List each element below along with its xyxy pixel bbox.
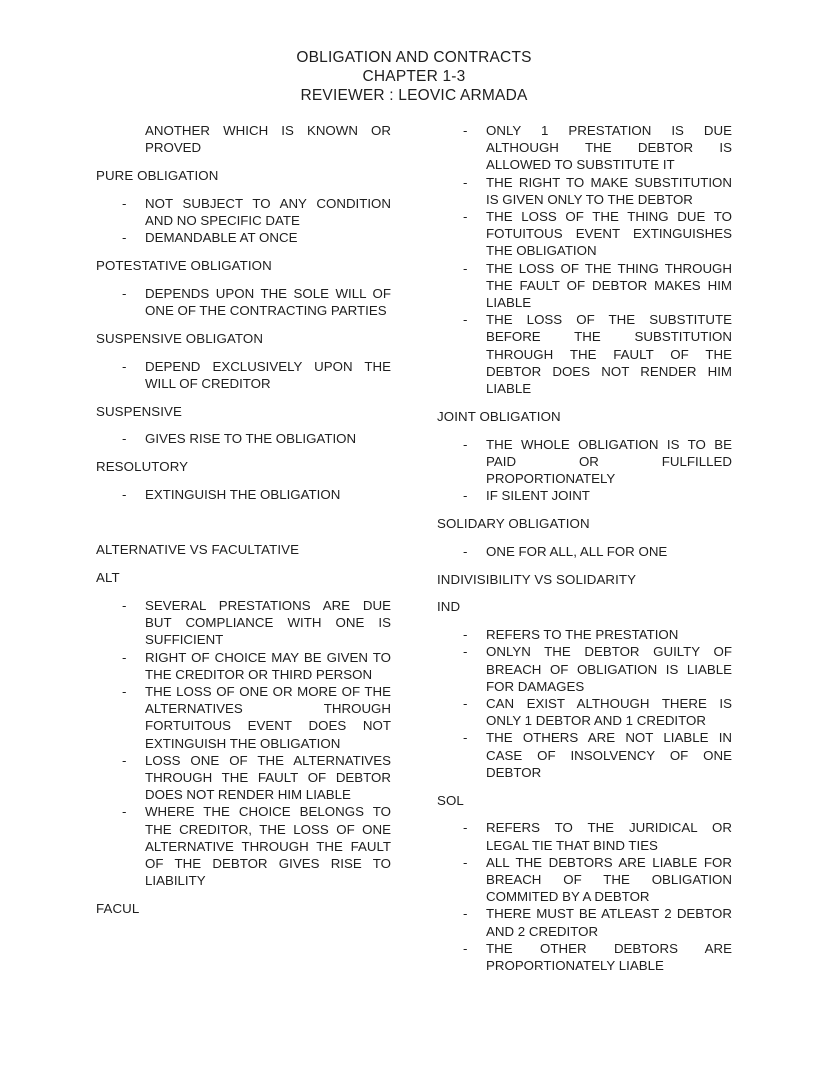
section-heading: POTESTATIVE OBLIGATION (96, 258, 272, 273)
section-heading: FACUL (96, 901, 140, 917)
bullet-list (96, 486, 391, 503)
bullet-text: ONE FOR ALL, ALL FOR ONE (486, 543, 668, 559)
bullet-text: SEVERAL PRESTATIONS ARE DUE BUT COMPLIANCE WITH ONE IS SUFFICIENT (145, 597, 391, 648)
bullet-item (96, 752, 391, 804)
section-heading: SOLIDARY OBLIGATION (437, 516, 590, 532)
bullet-dash-icon: - (463, 436, 468, 452)
bullet-text: IF SILENT JOINT (486, 488, 590, 504)
bullet-list (437, 626, 732, 781)
section-heading: JOINT OBLIGATION (437, 408, 561, 424)
bullet-dash-icon: - (122, 486, 127, 502)
bullet-item (437, 260, 732, 312)
bullet-dash-icon: - (463, 123, 468, 138)
bullet-text: THE LOSS OF THE SUBSTITUTE BEFORE THE SUBSTITUTION THROUGH THE FAULT OF THE DEBTOR DOES NOT RENDER HIM LIABLE (486, 312, 732, 397)
bullet-text: THE WHOLE OBLIGATION IS TO BE PAID OR FULFILLED PROPORTIONATELY (486, 436, 732, 487)
bullet-text: CAN EXIST ALTHOUGH THERE IS ONLY 1 DEBTOR AND 1 CREDITOR (486, 696, 732, 729)
bullet-item (437, 854, 732, 906)
document-title: OBLIGATION AND CONTRACTS (296, 49, 532, 66)
bullet-dash-icon: - (463, 260, 468, 276)
bullet-text: WHERE THE CHOICE BELONGS TO THE CREDITOR, THE LOSS OF ONE ALTERNATIVE THROUGH THE FAULT OF THE DEBTOR GIVES RISE TO LIABILITY (145, 804, 391, 889)
bullet-text: THE LOSS OF THE THING DUE TO FOTUITOUS EVENT EXTINGUISHES THE OBLIGATION (486, 209, 732, 259)
bullet-dash-icon: - (463, 209, 468, 225)
document-chapter: CHAPTER 1-3 (362, 68, 466, 85)
bullet-item (437, 543, 732, 560)
bullet-text: ONLYN THE DEBTOR GUILTY OF BREACH OF OBLIGATION IS LIABLE FOR DAMAGES (486, 644, 732, 694)
bullet-dash-icon: - (463, 940, 468, 956)
bullet-text: EXTINGUISH THE OBLIGATION (145, 486, 341, 502)
bullet-list (437, 543, 732, 560)
right-column (437, 122, 732, 985)
section-heading: SOL (437, 792, 464, 808)
bullet-item (96, 229, 391, 246)
bullet-text: GIVES RISE TO THE OBLIGATION (145, 431, 357, 447)
bullet-item (96, 358, 391, 392)
bullet-text: THE OTHER DEBTORS ARE PROPORTIONATELY LIABLE (486, 940, 732, 974)
bullet-dash-icon: - (122, 230, 127, 246)
bullet-text: DEPENDS UPON THE SOLE WILL OF ONE OF THE CONTRACTING PARTIES (145, 285, 391, 318)
bullet-item (437, 208, 732, 260)
bullet-item (437, 905, 732, 939)
bullet-dash-icon: - (463, 696, 468, 712)
bullet-dash-icon: - (463, 312, 468, 328)
bullet-item (96, 683, 391, 752)
bullet-dash-icon: - (463, 644, 468, 660)
bullet-text: THE LOSS OF THE THING THROUGH THE FAULT OF DEBTOR MAKES HIM LIABLE (486, 260, 732, 311)
bullet-dash-icon: - (463, 543, 468, 559)
bullet-item (96, 803, 391, 889)
continuation-paragraph: ANOTHER WHICH IS KNOWN OR PROVED (145, 123, 391, 156)
bullet-list (96, 597, 391, 889)
bullet-item (437, 174, 732, 208)
section-heading: PURE OBLIGATION (96, 168, 219, 183)
section-heading: IND (437, 599, 461, 615)
bullet-item (437, 729, 732, 781)
bullet-text: LOSS ONE OF THE ALTERNATIVES THROUGH THE FAULT OF DEBTOR DOES NOT RENDER HIM LIABLE (145, 752, 391, 803)
bullet-item (96, 486, 391, 503)
section-heading: INDIVISIBILITY VS SOLIDARITY (437, 571, 637, 587)
left-column (96, 122, 391, 985)
section-heading: ALTERNATIVE VS FACULTATIVE (96, 542, 300, 558)
bullet-dash-icon: - (122, 683, 127, 699)
section-heading: ALT (96, 570, 120, 586)
bullet-item (437, 819, 732, 853)
bullet-list (96, 358, 391, 392)
bullet-item (96, 430, 391, 447)
bullet-text: THERE MUST BE ATLEAST 2 DEBTOR AND 2 CREDITOR (486, 906, 732, 939)
bullet-dash-icon: - (463, 906, 468, 922)
bullet-list (437, 122, 732, 397)
bullet-dash-icon: - (122, 195, 127, 211)
bullet-dash-icon: - (122, 285, 127, 301)
bullet-text: RIGHT OF CHOICE MAY BE GIVEN TO THE CREDITOR OR THIRD PERSON (145, 649, 391, 682)
bullet-text: REFERS TO THE JURIDICAL OR LEGAL TIE THAT BIND TIES (486, 820, 732, 853)
bullet-text: THE LOSS OF ONE OR MORE OF THE ALTERNATIVES THROUGH FORTUITOUS EVENT DOES NOT EXTINGUISH THE OBLIGATION (145, 683, 391, 751)
bullet-list (96, 195, 391, 247)
bullet-list (437, 436, 732, 505)
bullet-item (96, 285, 391, 319)
blank-line (96, 514, 391, 531)
bullet-text: REFERS TO THE PRESTATION (486, 627, 679, 643)
section-heading: SUSPENSIVE (96, 403, 182, 419)
two-column-body (0, 122, 828, 985)
bullet-item (437, 940, 732, 974)
bullet-dash-icon: - (122, 431, 127, 447)
document-header (0, 0, 828, 105)
bullet-dash-icon: - (463, 820, 468, 836)
bullet-dash-icon: - (463, 854, 468, 870)
bullet-text: DEPEND EXCLUSIVELY UPON THE WILL OF CREDITOR (145, 358, 391, 391)
bullet-item (437, 643, 732, 695)
bullet-dash-icon: - (122, 597, 127, 613)
bullet-dash-icon: - (122, 358, 127, 374)
bullet-item (437, 311, 732, 397)
bullet-item (437, 695, 732, 729)
bullet-text: NOT SUBJECT TO ANY CONDITION AND NO SPECIFIC DATE (145, 195, 391, 228)
bullet-item (437, 626, 732, 643)
bullet-item (96, 649, 391, 683)
bullet-dash-icon: - (122, 804, 127, 820)
document-reviewer: REVIEWER : LEOVIC ARMADA (300, 87, 528, 104)
bullet-text: ONLY 1 PRESTATION IS DUE ALTHOUGH THE DEBTOR IS ALLOWED TO SUBSTITUTE IT (486, 123, 732, 173)
section-heading: SUSPENSIVE OBLIGATON (96, 330, 264, 346)
bullet-dash-icon: - (463, 730, 468, 746)
bullet-dash-icon: - (122, 752, 127, 768)
bullet-text: THE RIGHT TO MAKE SUBSTITUTION IS GIVEN ONLY TO THE DEBTOR (486, 174, 732, 207)
bullet-item (437, 487, 732, 504)
bullet-text: THE OTHERS ARE NOT LIABLE IN CASE OF INSOLVENCY OF ONE DEBTOR (486, 730, 732, 780)
bullet-text: DEMANDABLE AT ONCE (145, 230, 298, 246)
section-heading: RESOLUTORY (96, 459, 189, 475)
bullet-dash-icon: - (122, 649, 127, 665)
bullet-item (96, 195, 391, 229)
bullet-item (437, 122, 732, 174)
bullet-list (96, 285, 391, 319)
bullet-dash-icon: - (463, 174, 468, 190)
bullet-text: ALL THE DEBTORS ARE LIABLE FOR BREACH OF THE OBLIGATION COMMITED BY A DEBTOR (486, 854, 732, 905)
bullet-list (96, 430, 391, 447)
bullet-item (437, 436, 732, 488)
bullet-dash-icon: - (463, 488, 468, 504)
bullet-dash-icon: - (463, 627, 468, 643)
bullet-list (437, 819, 732, 974)
bullet-item (96, 597, 391, 649)
